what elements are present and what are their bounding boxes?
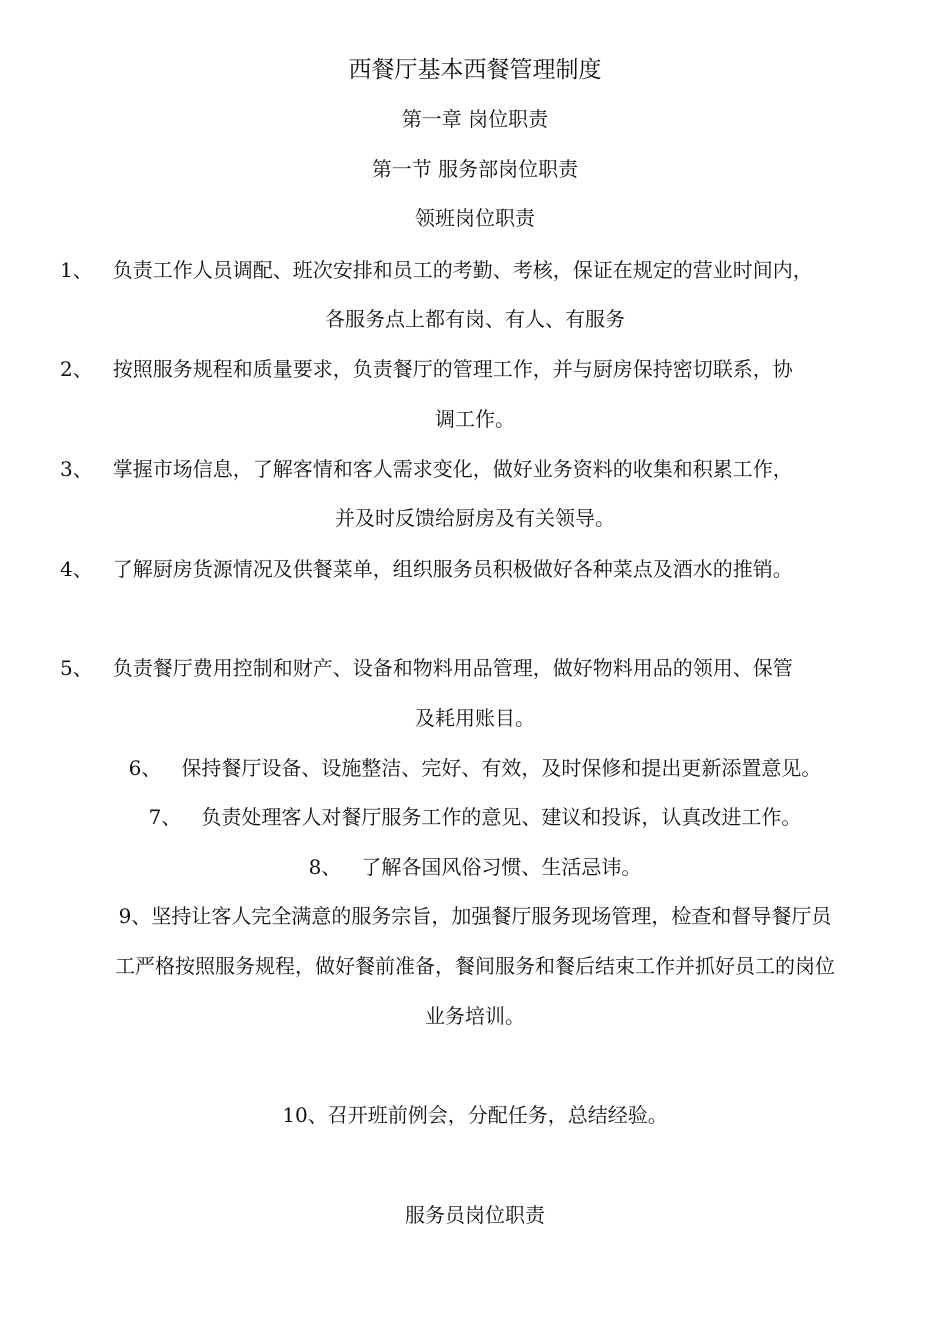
list-item-3-continuation: 并及时反馈给厨房及有关领导。 [335, 506, 615, 530]
list-item-2-continuation: 调工作。 [435, 407, 515, 431]
item-number: 1、 [60, 258, 93, 282]
item-number: 8、 [308, 855, 342, 879]
list-item-3 [60, 455, 940, 483]
list-item-9-continuation-2: 业务培训。 [425, 1004, 525, 1028]
list-item-7 [0, 803, 950, 831]
list-item-6 [0, 754, 950, 782]
list-item-5 [60, 654, 940, 682]
list-item-2 [60, 355, 940, 383]
item-text: 保持餐厅设备、设施整洁、完好、有效，及时保修和提出更新添置意见。 [181, 756, 822, 780]
item-text: 了解各国风俗习惯、生活忌讳。 [361, 855, 642, 879]
item-text: 了解厨房货源情况及供餐菜单，组织服务员积极做好各种菜点及酒水的推销。 [112, 557, 793, 581]
item-text: 掌握市场信息，了解客情和客人需求变化，做好业务资料的收集和积累工作， [112, 457, 793, 481]
list-item-1 [60, 256, 940, 284]
item-number: 5、 [60, 656, 93, 680]
item-text: 负责处理客人对餐厅服务工作的意见、建议和投诉，认真改进工作。 [201, 805, 802, 829]
list-item-8 [0, 853, 950, 881]
item-text: 负责餐厅费用控制和财产、设备和物料用品管理，做好物料用品的领用、保管 [112, 656, 793, 680]
list-item-5-continuation: 及耗用账目。 [415, 706, 535, 730]
item-text: 按照服务规程和质量要求，负责餐厅的管理工作，并与厨房保持密切联系，协 [112, 357, 793, 381]
chapter-heading: 第一章 岗位职责 [401, 107, 549, 131]
item-text: 负责工作人员调配、班次安排和员工的考勤、考核，保证在规定的营业时间内， [112, 258, 813, 282]
document-title: 西餐厅基本西餐管理制度 [348, 57, 602, 83]
item-number: 6、 [128, 756, 162, 780]
item-text: 坚持让客人完全满意的服务宗旨，加强餐厅服务现场管理，检查和督导餐厅员 [151, 904, 832, 928]
subsection-heading-leader: 领班岗位职责 [415, 206, 535, 230]
item-number: 2、 [60, 357, 93, 381]
item-number: 4、 [60, 557, 93, 581]
list-item-9-continuation-1: 工严格按照服务规程，做好餐前准备，餐间服务和餐后结束工作并抓好员工的岗位 [115, 954, 835, 978]
section-heading: 第一节 服务部岗位职责 [371, 157, 579, 181]
item-number: 10、 [282, 1103, 328, 1127]
list-item-4 [60, 555, 940, 583]
item-number: 7、 [148, 805, 182, 829]
item-number: 9、 [118, 904, 152, 928]
list-item-10 [0, 1101, 950, 1129]
item-text: 召开班前例会，分配任务，总结经验。 [327, 1103, 668, 1127]
list-item-9 [0, 902, 950, 930]
list-item-1-continuation: 各服务点上都有岗、有人、有服务 [325, 307, 625, 331]
item-number: 3、 [60, 457, 93, 481]
subsection-heading-server: 服务员岗位职责 [405, 1203, 545, 1227]
